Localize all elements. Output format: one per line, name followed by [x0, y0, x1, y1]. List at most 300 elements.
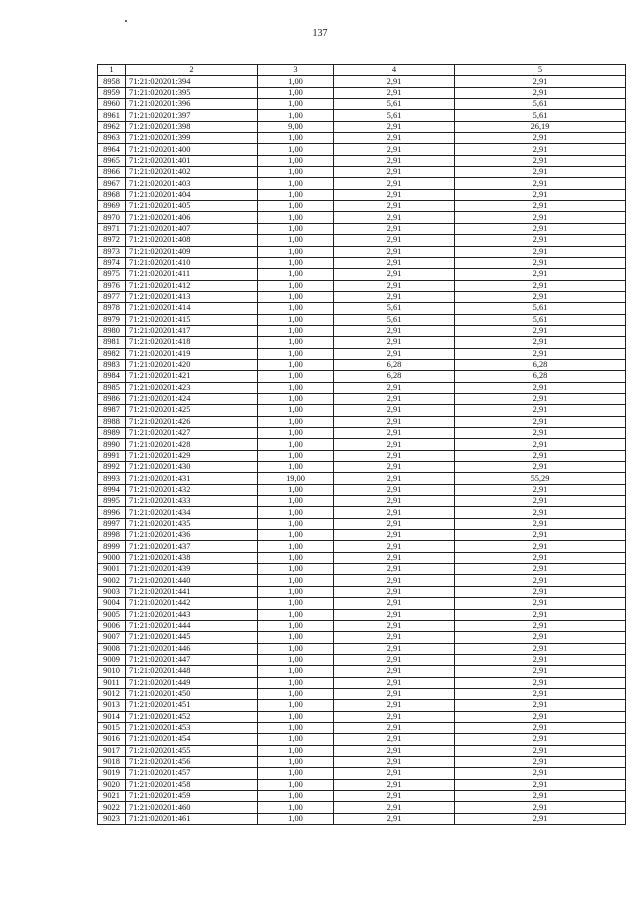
col3-cell: 1,00	[258, 700, 334, 711]
table-row	[98, 541, 626, 552]
row-number-cell: 8997	[98, 518, 126, 529]
col3-cell: 1,00	[258, 371, 334, 382]
col5-cell: 2,91	[455, 552, 626, 563]
col4-cell: 2,91	[334, 496, 455, 507]
row-number-cell: 8977	[98, 291, 126, 302]
col4-cell: 2,91	[334, 779, 455, 790]
cadastral-number-cell: 71:21:020201:427	[126, 428, 258, 439]
col3-cell: 1,00	[258, 405, 334, 416]
row-number-cell: 8968	[98, 189, 126, 200]
col3-cell: 1,00	[258, 756, 334, 767]
col5-cell: 2,91	[455, 416, 626, 427]
col5-cell: 5,61	[455, 314, 626, 325]
col5-cell: 2,91	[455, 235, 626, 246]
cadastral-number-cell: 71:21:020201:417	[126, 325, 258, 336]
col4-cell: 2,91	[334, 768, 455, 779]
col4-cell: 2,91	[334, 144, 455, 155]
col3-cell: 1,00	[258, 541, 334, 552]
cadastral-number-cell: 71:21:020201:404	[126, 189, 258, 200]
row-number-cell: 8978	[98, 303, 126, 314]
table-row	[98, 745, 626, 756]
col5-cell: 5,61	[455, 303, 626, 314]
cadastral-number-cell: 71:21:020201:435	[126, 518, 258, 529]
col5-cell: 2,91	[455, 779, 626, 790]
cadastral-number-cell: 71:21:020201:410	[126, 257, 258, 268]
col5-cell: 2,91	[455, 439, 626, 450]
col4-cell: 2,91	[334, 257, 455, 268]
col3-cell: 1,00	[258, 450, 334, 461]
col3-cell: 1,00	[258, 201, 334, 212]
table-row	[98, 416, 626, 427]
col3-cell: 19,00	[258, 473, 334, 484]
cadastral-number-cell: 71:21:020201:403	[126, 178, 258, 189]
column-header: 4	[334, 65, 455, 76]
cadastral-number-cell: 71:21:020201:421	[126, 371, 258, 382]
col3-cell: 1,00	[258, 530, 334, 541]
table-row	[98, 235, 626, 246]
col4-cell: 2,91	[334, 337, 455, 348]
col4-cell: 6,28	[334, 371, 455, 382]
col5-cell: 2,91	[455, 280, 626, 291]
cadastral-number-cell: 71:21:020201:411	[126, 269, 258, 280]
col4-cell: 2,91	[334, 700, 455, 711]
col3-cell: 1,00	[258, 189, 334, 200]
table-row	[98, 439, 626, 450]
table-header-row	[98, 65, 626, 76]
col4-cell: 2,91	[334, 541, 455, 552]
col4-cell: 2,91	[334, 167, 455, 178]
row-number-cell: 8980	[98, 325, 126, 336]
row-number-cell: 9009	[98, 654, 126, 665]
col3-cell: 1,00	[258, 462, 334, 473]
table-row	[98, 371, 626, 382]
table-row	[98, 722, 626, 733]
col5-cell: 2,91	[455, 393, 626, 404]
col3-cell: 1,00	[258, 314, 334, 325]
col3-cell: 1,00	[258, 269, 334, 280]
row-number-cell: 9016	[98, 734, 126, 745]
row-number-cell: 8993	[98, 473, 126, 484]
col5-cell: 2,91	[455, 530, 626, 541]
page-number: 137	[312, 28, 328, 39]
col5-cell: 2,91	[455, 688, 626, 699]
col5-cell: 2,91	[455, 768, 626, 779]
table-row	[98, 325, 626, 336]
col4-cell: 2,91	[334, 269, 455, 280]
col4-cell: 2,91	[334, 518, 455, 529]
row-number-cell: 8985	[98, 382, 126, 393]
row-number-cell: 9006	[98, 620, 126, 631]
table-row	[98, 121, 626, 132]
table-row	[98, 405, 626, 416]
col4-cell: 2,91	[334, 654, 455, 665]
col5-cell: 2,91	[455, 246, 626, 257]
col4-cell: 2,91	[334, 677, 455, 688]
table-row	[98, 348, 626, 359]
col3-cell: 1,00	[258, 212, 334, 223]
col3-cell: 1,00	[258, 76, 334, 87]
col4-cell: 2,91	[334, 235, 455, 246]
table-row	[98, 700, 626, 711]
table-row	[98, 382, 626, 393]
col5-cell: 2,91	[455, 167, 626, 178]
col4-cell: 2,91	[334, 802, 455, 813]
col3-cell: 1,00	[258, 802, 334, 813]
col3-cell: 1,00	[258, 609, 334, 620]
cadastral-number-cell: 71:21:020201:423	[126, 382, 258, 393]
col5-cell: 2,91	[455, 654, 626, 665]
col4-cell: 2,91	[334, 382, 455, 393]
row-number-cell: 9004	[98, 598, 126, 609]
table-row	[98, 473, 626, 484]
col4-cell: 2,91	[334, 393, 455, 404]
col4-cell: 2,91	[334, 428, 455, 439]
col4-cell: 2,91	[334, 484, 455, 495]
column-header: 3	[258, 65, 334, 76]
row-number-cell: 9021	[98, 791, 126, 802]
table-body	[98, 76, 626, 825]
col4-cell: 2,91	[334, 405, 455, 416]
cadastral-number-cell: 71:21:020201:449	[126, 677, 258, 688]
col3-cell: 1,00	[258, 734, 334, 745]
row-number-cell: 8964	[98, 144, 126, 155]
col5-cell: 2,91	[455, 643, 626, 654]
cadastral-number-cell: 71:21:020201:412	[126, 280, 258, 291]
table-row	[98, 484, 626, 495]
table-row	[98, 314, 626, 325]
col3-cell: 1,00	[258, 382, 334, 393]
col3-cell: 1,00	[258, 496, 334, 507]
row-number-cell: 9003	[98, 586, 126, 597]
cadastral-number-cell: 71:21:020201:446	[126, 643, 258, 654]
col5-cell: 2,91	[455, 133, 626, 144]
table-row	[98, 609, 626, 620]
cadastral-number-cell: 71:21:020201:396	[126, 99, 258, 110]
cadastral-number-cell: 71:21:020201:426	[126, 416, 258, 427]
table-row	[98, 688, 626, 699]
cadastral-number-cell: 71:21:020201:459	[126, 791, 258, 802]
col3-cell: 1,00	[258, 359, 334, 370]
col4-cell: 2,91	[334, 87, 455, 98]
col4-cell: 2,91	[334, 575, 455, 586]
col3-cell: 1,00	[258, 711, 334, 722]
table-row	[98, 144, 626, 155]
col4-cell: 5,61	[334, 303, 455, 314]
col3-cell: 1,00	[258, 167, 334, 178]
col3-cell: 1,00	[258, 722, 334, 733]
col4-cell: 2,91	[334, 416, 455, 427]
col3-cell: 1,00	[258, 586, 334, 597]
col5-cell: 2,91	[455, 348, 626, 359]
col3-cell: 1,00	[258, 325, 334, 336]
col5-cell: 2,91	[455, 462, 626, 473]
table-row	[98, 768, 626, 779]
table-row	[98, 734, 626, 745]
row-number-cell: 9012	[98, 688, 126, 699]
table-row	[98, 813, 626, 824]
col3-cell: 1,00	[258, 779, 334, 790]
col3-cell: 1,00	[258, 235, 334, 246]
col5-cell: 26,19	[455, 121, 626, 132]
col3-cell: 1,00	[258, 654, 334, 665]
col5-cell: 2,91	[455, 666, 626, 677]
col5-cell: 5,61	[455, 110, 626, 121]
table-row	[98, 496, 626, 507]
table-row	[98, 189, 626, 200]
cadastral-number-cell: 71:21:020201:433	[126, 496, 258, 507]
col5-cell: 2,91	[455, 507, 626, 518]
col3-cell: 1,00	[258, 223, 334, 234]
col4-cell: 2,91	[334, 155, 455, 166]
col4-cell: 2,91	[334, 291, 455, 302]
col3-cell: 1,00	[258, 598, 334, 609]
table-row	[98, 586, 626, 597]
table-row	[98, 802, 626, 813]
cadastral-number-cell: 71:21:020201:419	[126, 348, 258, 359]
cadastral-number-cell: 71:21:020201:441	[126, 586, 258, 597]
col3-cell: 1,00	[258, 484, 334, 495]
cadastral-number-cell: 71:21:020201:448	[126, 666, 258, 677]
col5-cell: 2,91	[455, 189, 626, 200]
table-row	[98, 99, 626, 110]
col5-cell: 2,91	[455, 269, 626, 280]
cadastral-number-cell: 71:21:020201:457	[126, 768, 258, 779]
col3-cell: 1,00	[258, 666, 334, 677]
col3-cell: 1,00	[258, 768, 334, 779]
cadastral-number-cell: 71:21:020201:408	[126, 235, 258, 246]
col4-cell: 6,28	[334, 359, 455, 370]
col3-cell: 1,00	[258, 620, 334, 631]
col4-cell: 2,91	[334, 178, 455, 189]
col3-cell: 1,00	[258, 575, 334, 586]
cadastral-number-cell: 71:21:020201:399	[126, 133, 258, 144]
col5-cell: 5,61	[455, 99, 626, 110]
col3-cell: 9,00	[258, 121, 334, 132]
cadastral-number-cell: 71:21:020201:415	[126, 314, 258, 325]
row-number-cell: 9022	[98, 802, 126, 813]
table-row	[98, 76, 626, 87]
col5-cell: 2,91	[455, 609, 626, 620]
row-number-cell: 8970	[98, 212, 126, 223]
col5-cell: 2,91	[455, 791, 626, 802]
cadastral-number-cell: 71:21:020201:414	[126, 303, 258, 314]
table-row	[98, 87, 626, 98]
table-row	[98, 575, 626, 586]
table-row	[98, 779, 626, 790]
col3-cell: 1,00	[258, 552, 334, 563]
col4-cell: 2,91	[334, 462, 455, 473]
col3-cell: 1,00	[258, 87, 334, 98]
col3-cell: 1,00	[258, 643, 334, 654]
row-number-cell: 8994	[98, 484, 126, 495]
col5-cell: 2,91	[455, 337, 626, 348]
table-row	[98, 155, 626, 166]
cadastral-number-cell: 71:21:020201:444	[126, 620, 258, 631]
cadastral-number-cell: 71:21:020201:428	[126, 439, 258, 450]
col5-cell: 2,91	[455, 700, 626, 711]
cadastral-number-cell: 71:21:020201:401	[126, 155, 258, 166]
table-row	[98, 666, 626, 677]
cadastral-number-cell: 71:21:020201:425	[126, 405, 258, 416]
col4-cell: 2,91	[334, 212, 455, 223]
col5-cell: 2,91	[455, 632, 626, 643]
row-number-cell: 9002	[98, 575, 126, 586]
col4-cell: 2,91	[334, 722, 455, 733]
col5-cell: 2,91	[455, 382, 626, 393]
col5-cell: 2,91	[455, 722, 626, 733]
col5-cell: 6,28	[455, 359, 626, 370]
cadastral-number-cell: 71:21:020201:407	[126, 223, 258, 234]
col5-cell: 2,91	[455, 564, 626, 575]
col4-cell: 2,91	[334, 530, 455, 541]
col5-cell: 2,91	[455, 405, 626, 416]
col5-cell: 2,91	[455, 257, 626, 268]
row-number-cell: 8969	[98, 201, 126, 212]
col3-cell: 1,00	[258, 393, 334, 404]
col3-cell: 1,00	[258, 348, 334, 359]
row-number-cell: 8982	[98, 348, 126, 359]
row-number-cell: 9015	[98, 722, 126, 733]
cadastral-number-cell: 71:21:020201:400	[126, 144, 258, 155]
cadastral-number-cell: 71:21:020201:413	[126, 291, 258, 302]
row-number-cell: 8961	[98, 110, 126, 121]
col3-cell: 1,00	[258, 688, 334, 699]
row-number-cell: 8973	[98, 246, 126, 257]
row-number-cell: 8981	[98, 337, 126, 348]
row-number-cell: 8971	[98, 223, 126, 234]
table-row	[98, 791, 626, 802]
col4-cell: 2,91	[334, 348, 455, 359]
col4-cell: 2,91	[334, 609, 455, 620]
row-number-cell: 8962	[98, 121, 126, 132]
cadastral-number-cell: 71:21:020201:395	[126, 87, 258, 98]
col5-cell: 6,28	[455, 371, 626, 382]
row-number-cell: 8966	[98, 167, 126, 178]
cadastral-number-cell: 71:21:020201:452	[126, 711, 258, 722]
col3-cell: 1,00	[258, 813, 334, 824]
table-row	[98, 462, 626, 473]
col5-cell: 2,91	[455, 450, 626, 461]
col4-cell: 2,91	[334, 688, 455, 699]
cadastral-number-cell: 71:21:020201:405	[126, 201, 258, 212]
row-number-cell: 8991	[98, 450, 126, 461]
col4-cell: 2,91	[334, 711, 455, 722]
col3-cell: 1,00	[258, 280, 334, 291]
col5-cell: 2,91	[455, 620, 626, 631]
row-number-cell: 9007	[98, 632, 126, 643]
col5-cell: 2,91	[455, 711, 626, 722]
col5-cell: 2,91	[455, 144, 626, 155]
col5-cell: 2,91	[455, 518, 626, 529]
row-number-cell: 8976	[98, 280, 126, 291]
cadastral-number-cell: 71:21:020201:398	[126, 121, 258, 132]
row-number-cell: 8967	[98, 178, 126, 189]
col4-cell: 2,91	[334, 189, 455, 200]
table-row	[98, 643, 626, 654]
cadastral-number-cell: 71:21:020201:438	[126, 552, 258, 563]
col3-cell: 1,00	[258, 745, 334, 756]
col4-cell: 2,91	[334, 76, 455, 87]
col3-cell: 1,00	[258, 507, 334, 518]
col5-cell: 2,91	[455, 756, 626, 767]
cadastral-number-cell: 71:21:020201:434	[126, 507, 258, 518]
cadastral-number-cell: 71:21:020201:424	[126, 393, 258, 404]
table-row	[98, 337, 626, 348]
col4-cell: 5,61	[334, 99, 455, 110]
col4-cell: 2,91	[334, 791, 455, 802]
table-row	[98, 564, 626, 575]
col5-cell: 2,91	[455, 598, 626, 609]
row-number-cell: 8960	[98, 99, 126, 110]
cadastral-number-cell: 71:21:020201:406	[126, 212, 258, 223]
row-number-cell: 8987	[98, 405, 126, 416]
col4-cell: 5,61	[334, 314, 455, 325]
row-number-cell: 9010	[98, 666, 126, 677]
row-number-cell: 8990	[98, 439, 126, 450]
col4-cell: 2,91	[334, 280, 455, 291]
cadastral-number-cell: 71:21:020201:430	[126, 462, 258, 473]
col3-cell: 1,00	[258, 257, 334, 268]
cadastral-number-cell: 71:21:020201:460	[126, 802, 258, 813]
row-number-cell: 8983	[98, 359, 126, 370]
cadastral-number-cell: 71:21:020201:432	[126, 484, 258, 495]
col3-cell: 1,00	[258, 178, 334, 189]
col4-cell: 2,91	[334, 507, 455, 518]
column-header: 1	[98, 65, 126, 76]
col3-cell: 1,00	[258, 428, 334, 439]
col5-cell: 2,91	[455, 575, 626, 586]
cadastral-number-cell: 71:21:020201:418	[126, 337, 258, 348]
col5-cell: 2,91	[455, 734, 626, 745]
table-row	[98, 257, 626, 268]
col3-cell: 1,00	[258, 133, 334, 144]
row-number-cell: 8972	[98, 235, 126, 246]
col5-cell: 55,29	[455, 473, 626, 484]
cadastral-number-cell: 71:21:020201:443	[126, 609, 258, 620]
col3-cell: 1,00	[258, 246, 334, 257]
row-number-cell: 9018	[98, 756, 126, 767]
col4-cell: 2,91	[334, 473, 455, 484]
col3-cell: 1,00	[258, 291, 334, 302]
table-row	[98, 711, 626, 722]
col3-cell: 1,00	[258, 791, 334, 802]
col4-cell: 2,91	[334, 620, 455, 631]
table-row	[98, 223, 626, 234]
col4-cell: 2,91	[334, 223, 455, 234]
table-row	[98, 756, 626, 767]
col4-cell: 2,91	[334, 666, 455, 677]
col4-cell: 2,91	[334, 734, 455, 745]
table-row	[98, 654, 626, 665]
table-row	[98, 167, 626, 178]
row-number-cell: 9000	[98, 552, 126, 563]
cadastral-number-cell: 71:21:020201:447	[126, 654, 258, 665]
row-number-cell: 9023	[98, 813, 126, 824]
cadastral-number-cell: 71:21:020201:431	[126, 473, 258, 484]
col4-cell: 2,91	[334, 564, 455, 575]
col5-cell: 2,91	[455, 201, 626, 212]
cadastral-number-cell: 71:21:020201:402	[126, 167, 258, 178]
table-row	[98, 212, 626, 223]
row-number-cell: 8996	[98, 507, 126, 518]
row-number-cell: 8992	[98, 462, 126, 473]
table-row	[98, 507, 626, 518]
row-number-cell: 8958	[98, 76, 126, 87]
row-number-cell: 8974	[98, 257, 126, 268]
row-number-cell: 9013	[98, 700, 126, 711]
row-number-cell: 9001	[98, 564, 126, 575]
data-table	[97, 64, 626, 825]
